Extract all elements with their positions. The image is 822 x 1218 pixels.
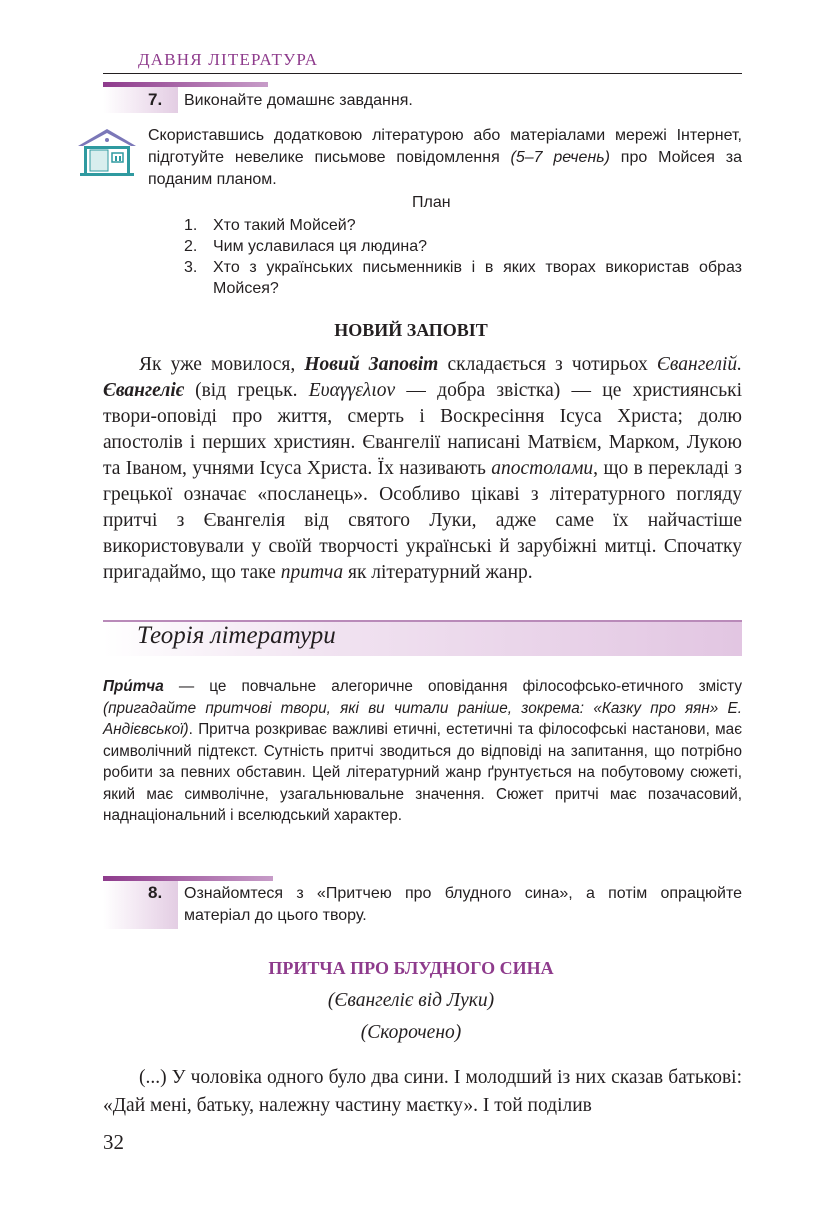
text-run-italic: (пригадайте притчові твори, які ви читали раніше, зокрема: «Казку про яян» Е. Андієвської) — [103, 699, 742, 738]
term-parable: притча — [280, 562, 344, 583]
plan-item-text: Чим уславилася ця людина? — [213, 238, 428, 255]
text-run: . Притча розкриває важливі етичні, естетичні та філософські настанови, має символічний підтекст. Сутність притчі зводиться до відповіді на запитання, що потрібно робити за певних обставин. Цей літературний жанр ґрунтується на побутовому сюжеті, який має символічне, узагальнювальне значення. Сюжет притчі має позачасовий, наднаціональний і вселюдський характер. — [103, 721, 742, 824]
home-icon — [76, 126, 138, 178]
section-header-title: ДАВНЯ ЛІТЕРАТУРА — [138, 50, 319, 69]
text-run: (від грецьк. — [183, 380, 309, 401]
plan-item — [184, 257, 742, 299]
parable-note: (Скорочено) — [360, 1022, 462, 1043]
parable-text: (...) У чоловіка одного було два сини. І молодший із них сказав батькові: «Дай мені, батьку, належну частину маєтку». І той поділив — [103, 1067, 742, 1116]
plan-item-text: Хто такий Мойсей? — [213, 217, 356, 234]
text-run: як літературний жанр. — [343, 562, 533, 583]
greek-word: Ευαγγελιον — [308, 380, 396, 401]
plan-item-number: 1. — [184, 217, 198, 234]
task-8-number-box — [103, 881, 178, 929]
theory-term: При́тча — [103, 678, 164, 695]
task-7-intro-c: про Мойсея за поданим планом. — [148, 149, 743, 188]
parable-heading: ПРИТЧА ПРО БЛУДНОГО СИНА — [268, 958, 554, 978]
task-7-intro-a: Скориставшись додатковою літературою або матеріалами мережі Інтернет, підготуйте невелике письмове повідомлення — [148, 127, 742, 166]
theory-definition — [103, 676, 742, 827]
task-8-number: 8. — [148, 883, 163, 902]
term-gospels: Євангелій. — [656, 354, 743, 375]
text-run: складається з чотирьох — [438, 354, 657, 375]
new-testament-heading: НОВИЙ ЗАПОВІТ — [334, 320, 488, 340]
page-number: 32 — [103, 1130, 124, 1154]
task-7-title: Виконайте домашнє завдання. — [184, 92, 413, 109]
term-apostles: апостолами — [491, 458, 594, 479]
theory-title: Теорія літератури — [137, 622, 336, 649]
plan-item — [184, 236, 742, 257]
task-7-number-box — [103, 87, 178, 113]
header-rule — [103, 73, 742, 74]
plan-item-number: 2. — [184, 238, 198, 255]
plan-item — [184, 215, 742, 236]
new-testament-paragraph — [103, 352, 742, 586]
task-7-intro — [148, 125, 742, 191]
task-8-text: Ознайомтеся з «Притчею про блудного сина», а потім опрацюйте матеріал до цього твору. — [184, 885, 742, 924]
text-run: — це повчальне алегоричне оповідання філософсько-етичного змісту — [163, 678, 742, 695]
term-gospel: Євангеліє — [103, 380, 184, 401]
parable-source: (Євангеліє від Луки) — [327, 990, 495, 1011]
plan-item-number: 3. — [184, 259, 198, 276]
term-new-testament: Новий Заповіт — [304, 354, 439, 375]
text-run: — добра звістка) — це християнські твори-оповіді про життя, смерть і Воскресіння Ісуса Христа; долю апостолів і перших християн. Євангелії написані Матвієм, Марком, Лукою та Іваном, учнями Ісуса Христа. Їх називають — [103, 380, 742, 479]
task-7-number: 7. — [148, 90, 163, 109]
text-run: , що в перекладі з грецької означає «посланець». Особливо цікаві з літературного погляду притчі з Євангелія від святого Луки, адже саме їх найчастіше використовували у своїй творчості українські й зарубіжні митці. Спочатку пригадаймо, що таке — [103, 458, 742, 583]
plan-title: План — [412, 194, 451, 211]
text-run: Як уже мовилося, — [139, 354, 305, 375]
plan-item-text: Хто з українських письменників і в яких творах використав образ Мойсея? — [213, 259, 742, 297]
task-7-intro-b: (5–7 речень) — [510, 149, 610, 166]
